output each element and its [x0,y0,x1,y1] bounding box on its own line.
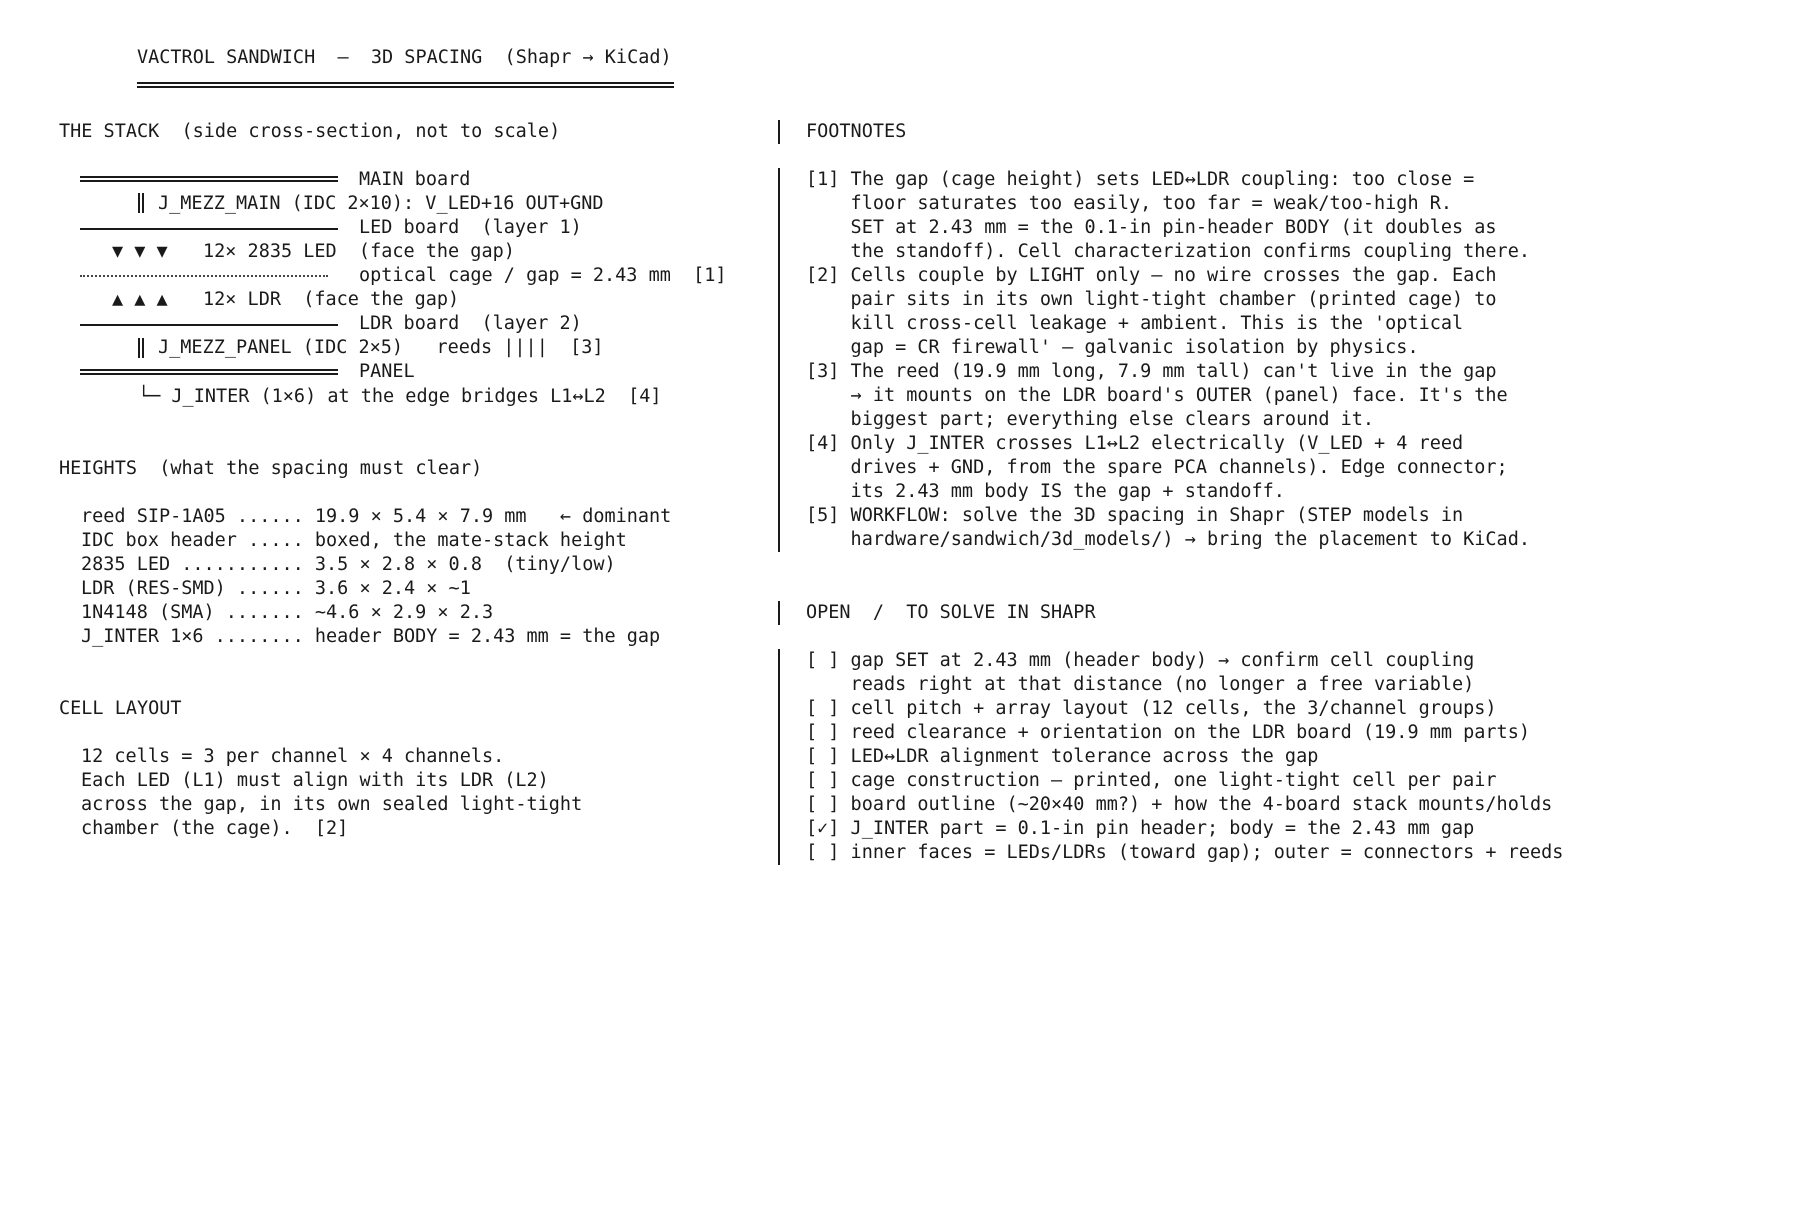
heights-row: LDR (RES-SMD) ...... 3.6 × 2.4 × ~1 [81,578,471,599]
led-board-line [80,228,338,230]
todo-item: [ ] cell pitch + array layout (12 cells, the 3/channel groups) [806,698,1497,719]
footnote-line: [4] Only J_INTER crosses L1↔L2 electrically (V_LED + 4 reed [806,433,1464,454]
footnote-line: [1] The gap (cage height) sets LED↔LDR coupling: too close = [806,169,1475,190]
heights-row: J_INTER 1×6 ........ header BODY = 2.43 mm = the gap [81,626,661,647]
led-board-label: LED board (layer 1) [359,217,582,238]
led-down-arrows-icon: ▼ ▼ ▼ [112,241,168,262]
heights-row: 1N4148 (SMA) ....... ~4.6 × 2.9 × 2.3 [81,602,494,623]
heights-row: IDC box header ..... boxed, the mate-stack height [81,530,627,551]
mezz-panel-connector-icon [138,338,144,358]
footnote-line: its 2.43 mm body IS the gap + standoff. [806,481,1285,502]
page-title: VACTROL SANDWICH — 3D SPACING (Shapr → KiCad) [137,47,672,68]
cell-layout-line: 12 cells = 3 per channel × 4 channels. [81,746,505,767]
cell-layout-line: Each LED (L1) must align with its LDR (L2) [81,770,549,791]
todo-item: [ ] board outline (~20×40 mm?) + how the 4-board stack mounts/holds [806,794,1553,815]
main-board-label: MAIN board [359,169,471,190]
footnote-line: drives + GND, from the spare PCA channels). Edge connector; [806,457,1508,478]
footnote-line: gap = CR firewall' — galvanic isolation by physics. [806,337,1419,358]
column-divider [778,120,780,144]
footnote-line: [5] WORKFLOW: solve the 3D spacing in Shapr (STEP models in [806,505,1464,526]
stack-heading: THE STACK (side cross-section, not to scale) [59,121,561,142]
main-board-line [80,176,338,182]
footnote-line: hardware/sandwich/3d_models/) → bring the placement to KiCad. [806,529,1530,550]
todo-item: [✓] J_INTER part = 0.1-in pin header; body = the 2.43 mm gap [806,818,1475,839]
cell-layout-line: across the gap, in its own sealed light-tight [81,794,583,815]
todo-item: [ ] cage construction — printed, one light-tight cell per pair [806,770,1497,791]
footnotes-heading: FOOTNOTES [806,121,907,142]
led-row-label: 12× 2835 LED (face the gap) [203,241,515,262]
footnote-line: [2] Cells couple by LIGHT only — no wire crosses the gap. Each [806,265,1497,286]
todo-item: [ ] LED↔LDR alignment tolerance across the gap [806,746,1319,767]
footnote-line: → it mounts on the LDR board's OUTER (panel) face. It's the [806,385,1508,406]
footnote-line: kill cross-cell leakage + ambient. This is the 'optical [806,313,1464,334]
footnote-line: pair sits in its own light-tight chamber (printed cage) to [806,289,1497,310]
footnote-line: the standoff). Cell characterization confirms coupling there. [806,241,1530,262]
column-divider [778,601,780,625]
footnote-line: [3] The reed (19.9 mm long, 7.9 mm tall) can't live in the gap [806,361,1497,382]
optical-cage-line [80,275,328,277]
column-divider [778,168,780,552]
footnote-line: SET at 2.43 mm = the 0.1-in pin-header BODY (it doubles as [806,217,1497,238]
ldr-board-line [80,324,338,326]
open-heading: OPEN / TO SOLVE IN SHAPR [806,602,1096,623]
todo-item: reads right at that distance (no longer a free variable) [806,674,1475,695]
todo-item: [ ] gap SET at 2.43 mm (header body) → confirm cell coupling [806,650,1475,671]
cell-layout-line: chamber (the cage). [2] [81,818,349,839]
panel-label: PANEL [359,361,415,382]
todo-item: [ ] reed clearance + orientation on the LDR board (19.9 mm parts) [806,722,1530,743]
optical-cage-label: optical cage / gap = 2.43 mm [1] [359,265,727,286]
footnote-line: biggest part; everything else clears around it. [806,409,1375,430]
j-mezz-main-label: J_MEZZ_MAIN (IDC 2×10): V_LED+16 OUT+GND [158,193,604,214]
cell-layout-heading: CELL LAYOUT [59,698,182,719]
todo-item: [ ] inner faces = LEDs/LDRs (toward gap); outer = connectors + reeds [806,842,1564,863]
heights-heading: HEIGHTS (what the spacing must clear) [59,458,483,479]
mezz-main-connector-icon [138,193,144,213]
title-underline [137,82,674,88]
ldr-row-label: 12× LDR (face the gap) [203,289,460,310]
ldr-up-arrows-icon: ▲ ▲ ▲ [112,289,168,310]
j-inter-label: └─ J_INTER (1×6) at the edge bridges L1↔L2 [4] [138,386,662,407]
j-mezz-panel-label: J_MEZZ_PANEL (IDC 2×5) reeds |||| [3] [158,337,604,358]
heights-row: 2835 LED ........... 3.5 × 2.8 × 0.8 (tiny/low) [81,554,616,575]
ldr-board-label: LDR board (layer 2) [359,313,582,334]
panel-line [80,369,338,375]
heights-row: reed SIP-1A05 ...... 19.9 × 5.4 × 7.9 mm ← dominant [81,506,672,527]
column-divider [778,649,780,865]
footnote-line: floor saturates too easily, too far = weak/too-high R. [806,193,1453,214]
